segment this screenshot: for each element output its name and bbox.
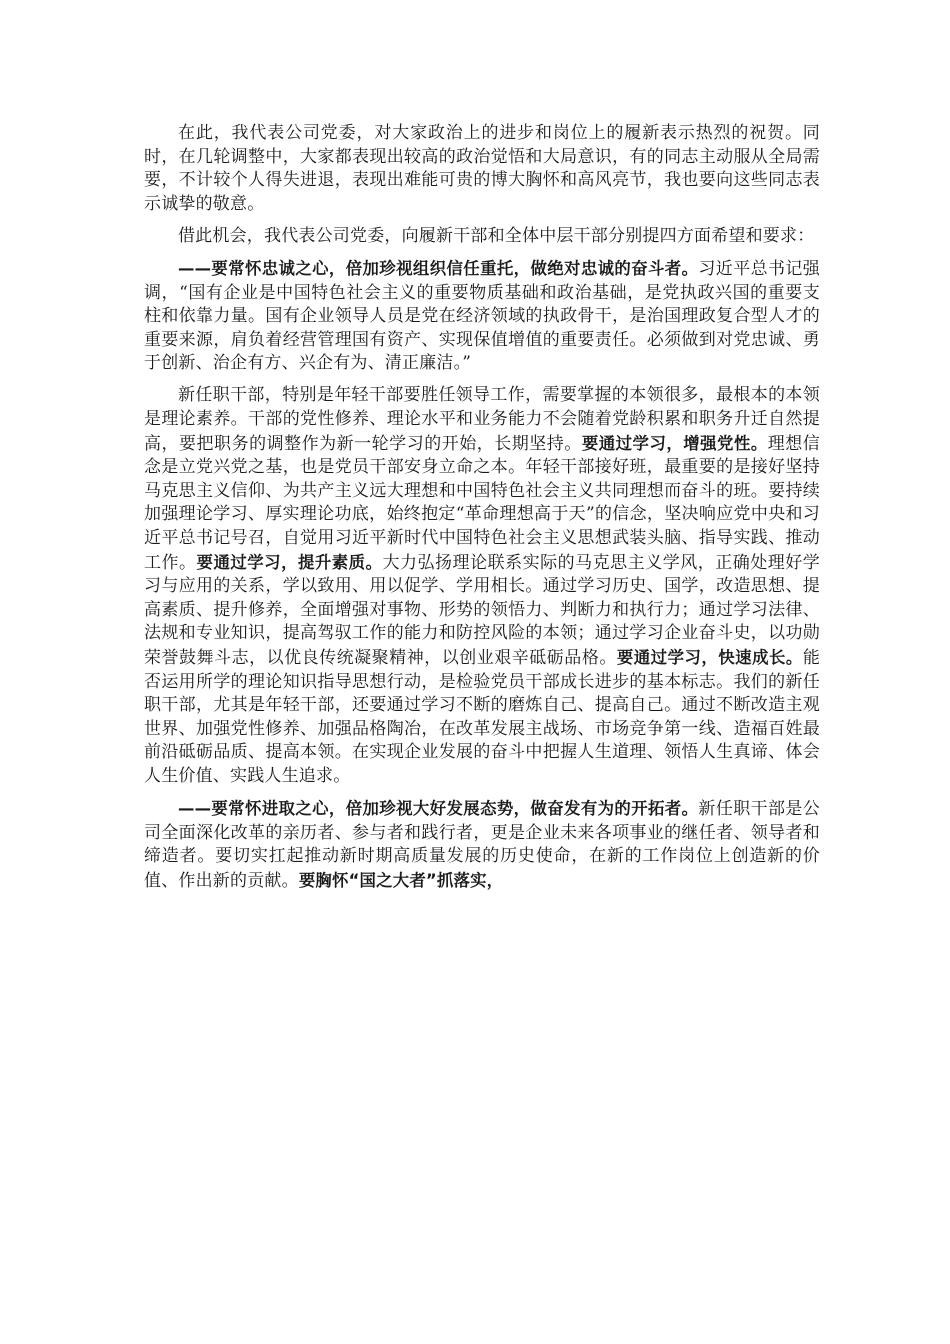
- paragraph-congratulations: [144, 122, 820, 216]
- text-segment: 新任职干部是公司全面深化改革的亲历者、参与者和践行者，更是企业未来各项事业的继任者、领导者和缔造者。要切实扛起推动新时期高质量发展的历史使命，在新的工作岗位上创造新的价值、作出新的贡献。: [144, 799, 821, 891]
- document-page: [144, 122, 820, 902]
- bold-phrase-growth: 要通过学习，快速成长。: [616, 647, 803, 667]
- text-segment: 理想信念是立党兴党之基，也是党员干部安身立命之本。年轻干部接好班，最重要的是接好坚持马克思主义信仰、为共产主义远大理想和中国特色社会主义共同理想而奋斗的班。要持续加强理论学习、厚实理论功底，始终抱定“革命理想高于天”的信念，坚决响应党中央和习近平总书记号召，自觉用习近平新时代中国特色社会主义思想武装头脑、指导实践、推动工作。: [144, 433, 821, 573]
- text-segment: 在此，我代表公司党委，对大家政治上的进步和岗位上的履新表示热烈的祝贺。同时，在几轮调整中，大家都表现出较高的政治觉悟和大局意识，有的同志主动服从全局需要，不计较个人得失进退，表现出难能可贵的博大胸怀和高风亮节，我也要向这些同志表示诚挚的敬意。: [144, 123, 820, 214]
- text-segment: 大力弘扬理论联系实际的马克思主义学风，正确处理好学习与应用的关系，学以致用、用以促学、学用相长。通过学习历史、国学，改造思想、提高素质、提升修养，全面增强对事物、形势的领悟力、判断力和执行力；通过学习法律、法规和专业知识，提高驾驭工作的能力和防控风险的本领；通过学习企业奋斗史，以功勋荣誉鼓舞斗志，以优良传统凝聚精神，以创业艰辛砥砺品格。: [144, 552, 821, 668]
- text-segment: 新任职干部，特别是年轻干部要胜任领导工作，需要掌握的本领很多，最根本的本领是理论素养。干部的党性修养、理论水平和业务能力不会随着党龄积累和职务升迁自然提高，要把职务的调整作为新一轮学习的开始，长期坚持。: [144, 385, 820, 454]
- text-segment: 能否运用所学的理论知识指导思想行动，是检验党员干部成长进步的基本标志。我们的新任职干部，尤其是年轻干部，还要通过学习不断的磨炼自己、提高自己。通过不断改造主观世界、加强党性修养、加强品格陶冶，在改革发展主战场、市场竞争第一线、造福百姓最前沿砥砺品质、提高本领。在实现企业发展的奋斗中把握人生道理、领悟人生真谛、体会人生价值、实践人生追求。: [144, 647, 821, 786]
- paragraph-loyalty: [144, 257, 820, 376]
- bold-heading-loyalty: ——要常怀忠诚之心，倍加珍视组织信任重托，做绝对忠诚的奋斗者。: [178, 258, 699, 278]
- text-segment: 借此机会，我代表公司党委，向履新干部和全体中层干部分别提四方面希望和要求：: [178, 225, 815, 246]
- bold-phrase-party-spirit: 要通过学习，增强党性。: [581, 433, 768, 453]
- paragraph-enterprising: [144, 797, 820, 893]
- bold-phrase-quality: 要通过学习，提升素质。: [196, 552, 383, 572]
- paragraph-four-requirements: [144, 225, 820, 249]
- paragraph-study: [144, 384, 820, 788]
- bold-heading-enterprising: ——要常怀进取之心，倍加珍视大好发展态势，做奋发有为的开拓者。: [178, 799, 699, 819]
- bold-phrase-implementation: 要胸怀“国之大者”抓落实，: [298, 870, 504, 890]
- text-segment: 习近平总书记强调，“国有企业是中国特色社会主义的重要物质基础和政治基础，是党执政兴国的重要支柱和依靠力量。国有企业领导人员是党在经济领域的执政骨干，是治国理政复合型人才的重要来源，肩负着经营管理国有资产、实现保值增值的重要责任。必须做到对党忠诚、勇于创新、治企有方、兴企有为、清正廉洁。”: [144, 258, 821, 374]
